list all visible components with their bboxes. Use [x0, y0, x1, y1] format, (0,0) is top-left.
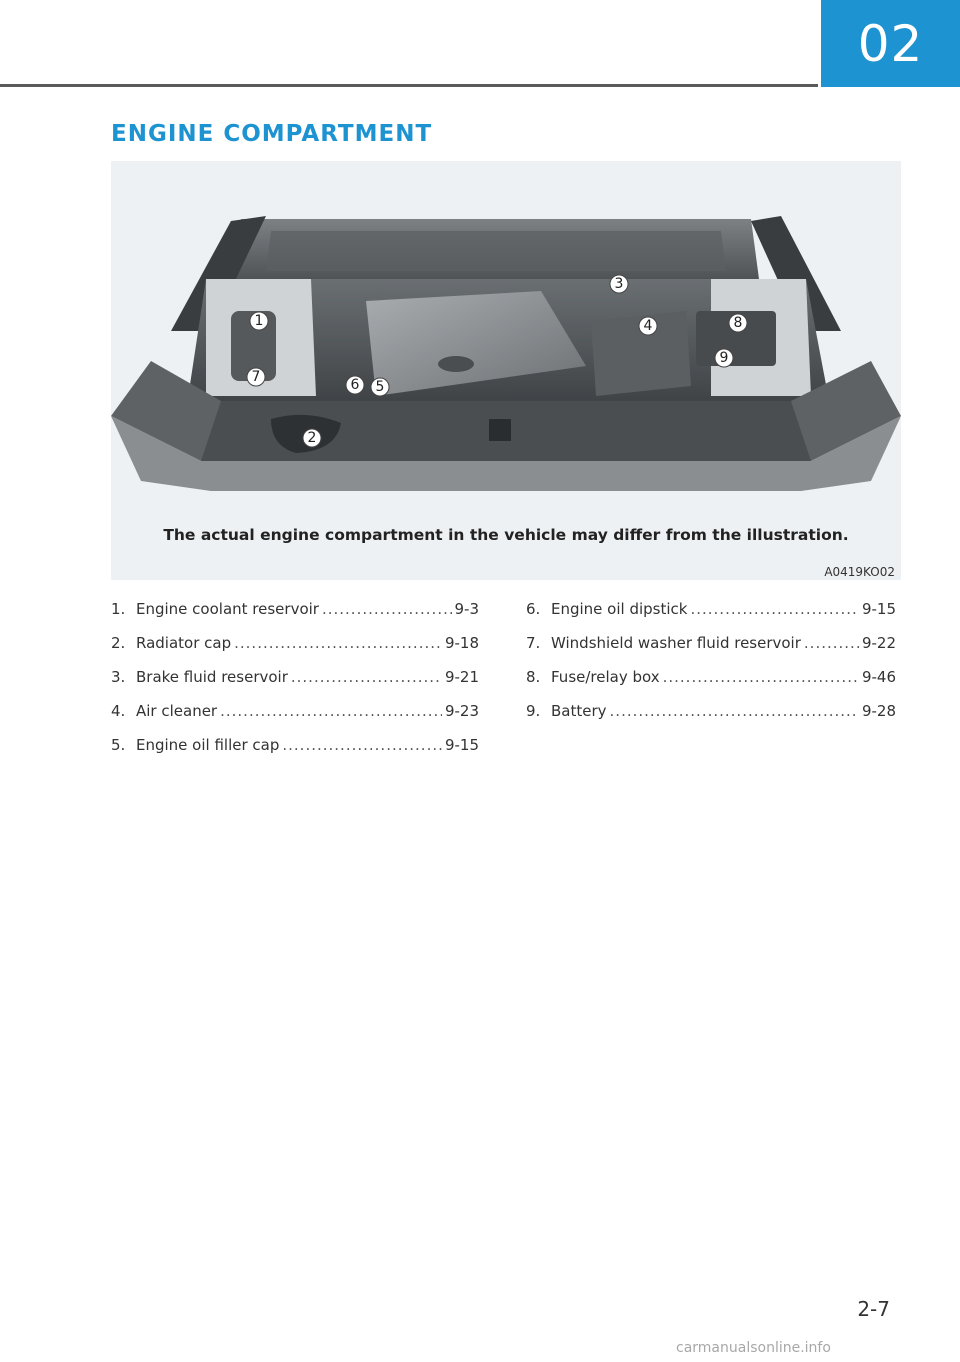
svg-text:6: 6	[350, 377, 360, 393]
list-item: 6. Engine oil dipstick ..... 9-15	[526, 600, 896, 634]
svg-text:8: 8	[733, 315, 743, 331]
svg-text:2: 2	[307, 430, 317, 446]
list-item: 8. Fuse/relay box ..... 9-46	[526, 668, 896, 702]
svg-text:5: 5	[375, 379, 385, 395]
engine-illustration	[111, 161, 901, 521]
list-item: 3. Brake fluid reservoir ..... 9-21	[111, 668, 479, 702]
callout-8	[729, 314, 747, 332]
parts-list-right	[526, 600, 896, 736]
svg-text:3: 3	[614, 276, 624, 292]
callout-2	[303, 429, 321, 447]
callout-6	[346, 376, 364, 394]
section-title: ENGINE COMPARTMENT	[111, 121, 433, 147]
callout-1	[250, 312, 268, 330]
list-item: 2. Radiator cap ..... 9-18	[111, 634, 479, 668]
callout-7	[247, 368, 265, 386]
chapter-tab: 02	[821, 0, 960, 87]
watermark: carmanualsonline.info	[676, 1340, 831, 1356]
list-item: 5. Engine oil filler cap ..... 9-15	[111, 736, 479, 770]
svg-text:7: 7	[251, 369, 261, 385]
figure-code: A0419KO02	[824, 565, 895, 579]
callout-9	[715, 349, 733, 367]
list-item: 7. Windshield washer fluid reservoir ..... 9-22	[526, 634, 896, 668]
list-item: 4. Air cleaner ..... 9-23	[111, 702, 479, 736]
svg-text:4: 4	[643, 318, 653, 334]
header-rule	[0, 84, 818, 87]
callout-4	[639, 317, 657, 335]
list-item: 9. Battery ..... 9-28	[526, 702, 896, 736]
page-number: 2-7	[857, 1297, 890, 1321]
list-item: 1. Engine coolant reservoir ..... 9-3	[111, 600, 479, 634]
svg-text:1: 1	[254, 313, 264, 329]
callout-5	[371, 378, 389, 396]
figure-caption: The actual engine compartment in the vehicle may differ from the illustration.	[163, 526, 849, 544]
parts-list-left	[111, 600, 479, 770]
callout-3	[610, 275, 628, 293]
engine-figure	[111, 161, 901, 580]
svg-text:9: 9	[719, 350, 729, 366]
